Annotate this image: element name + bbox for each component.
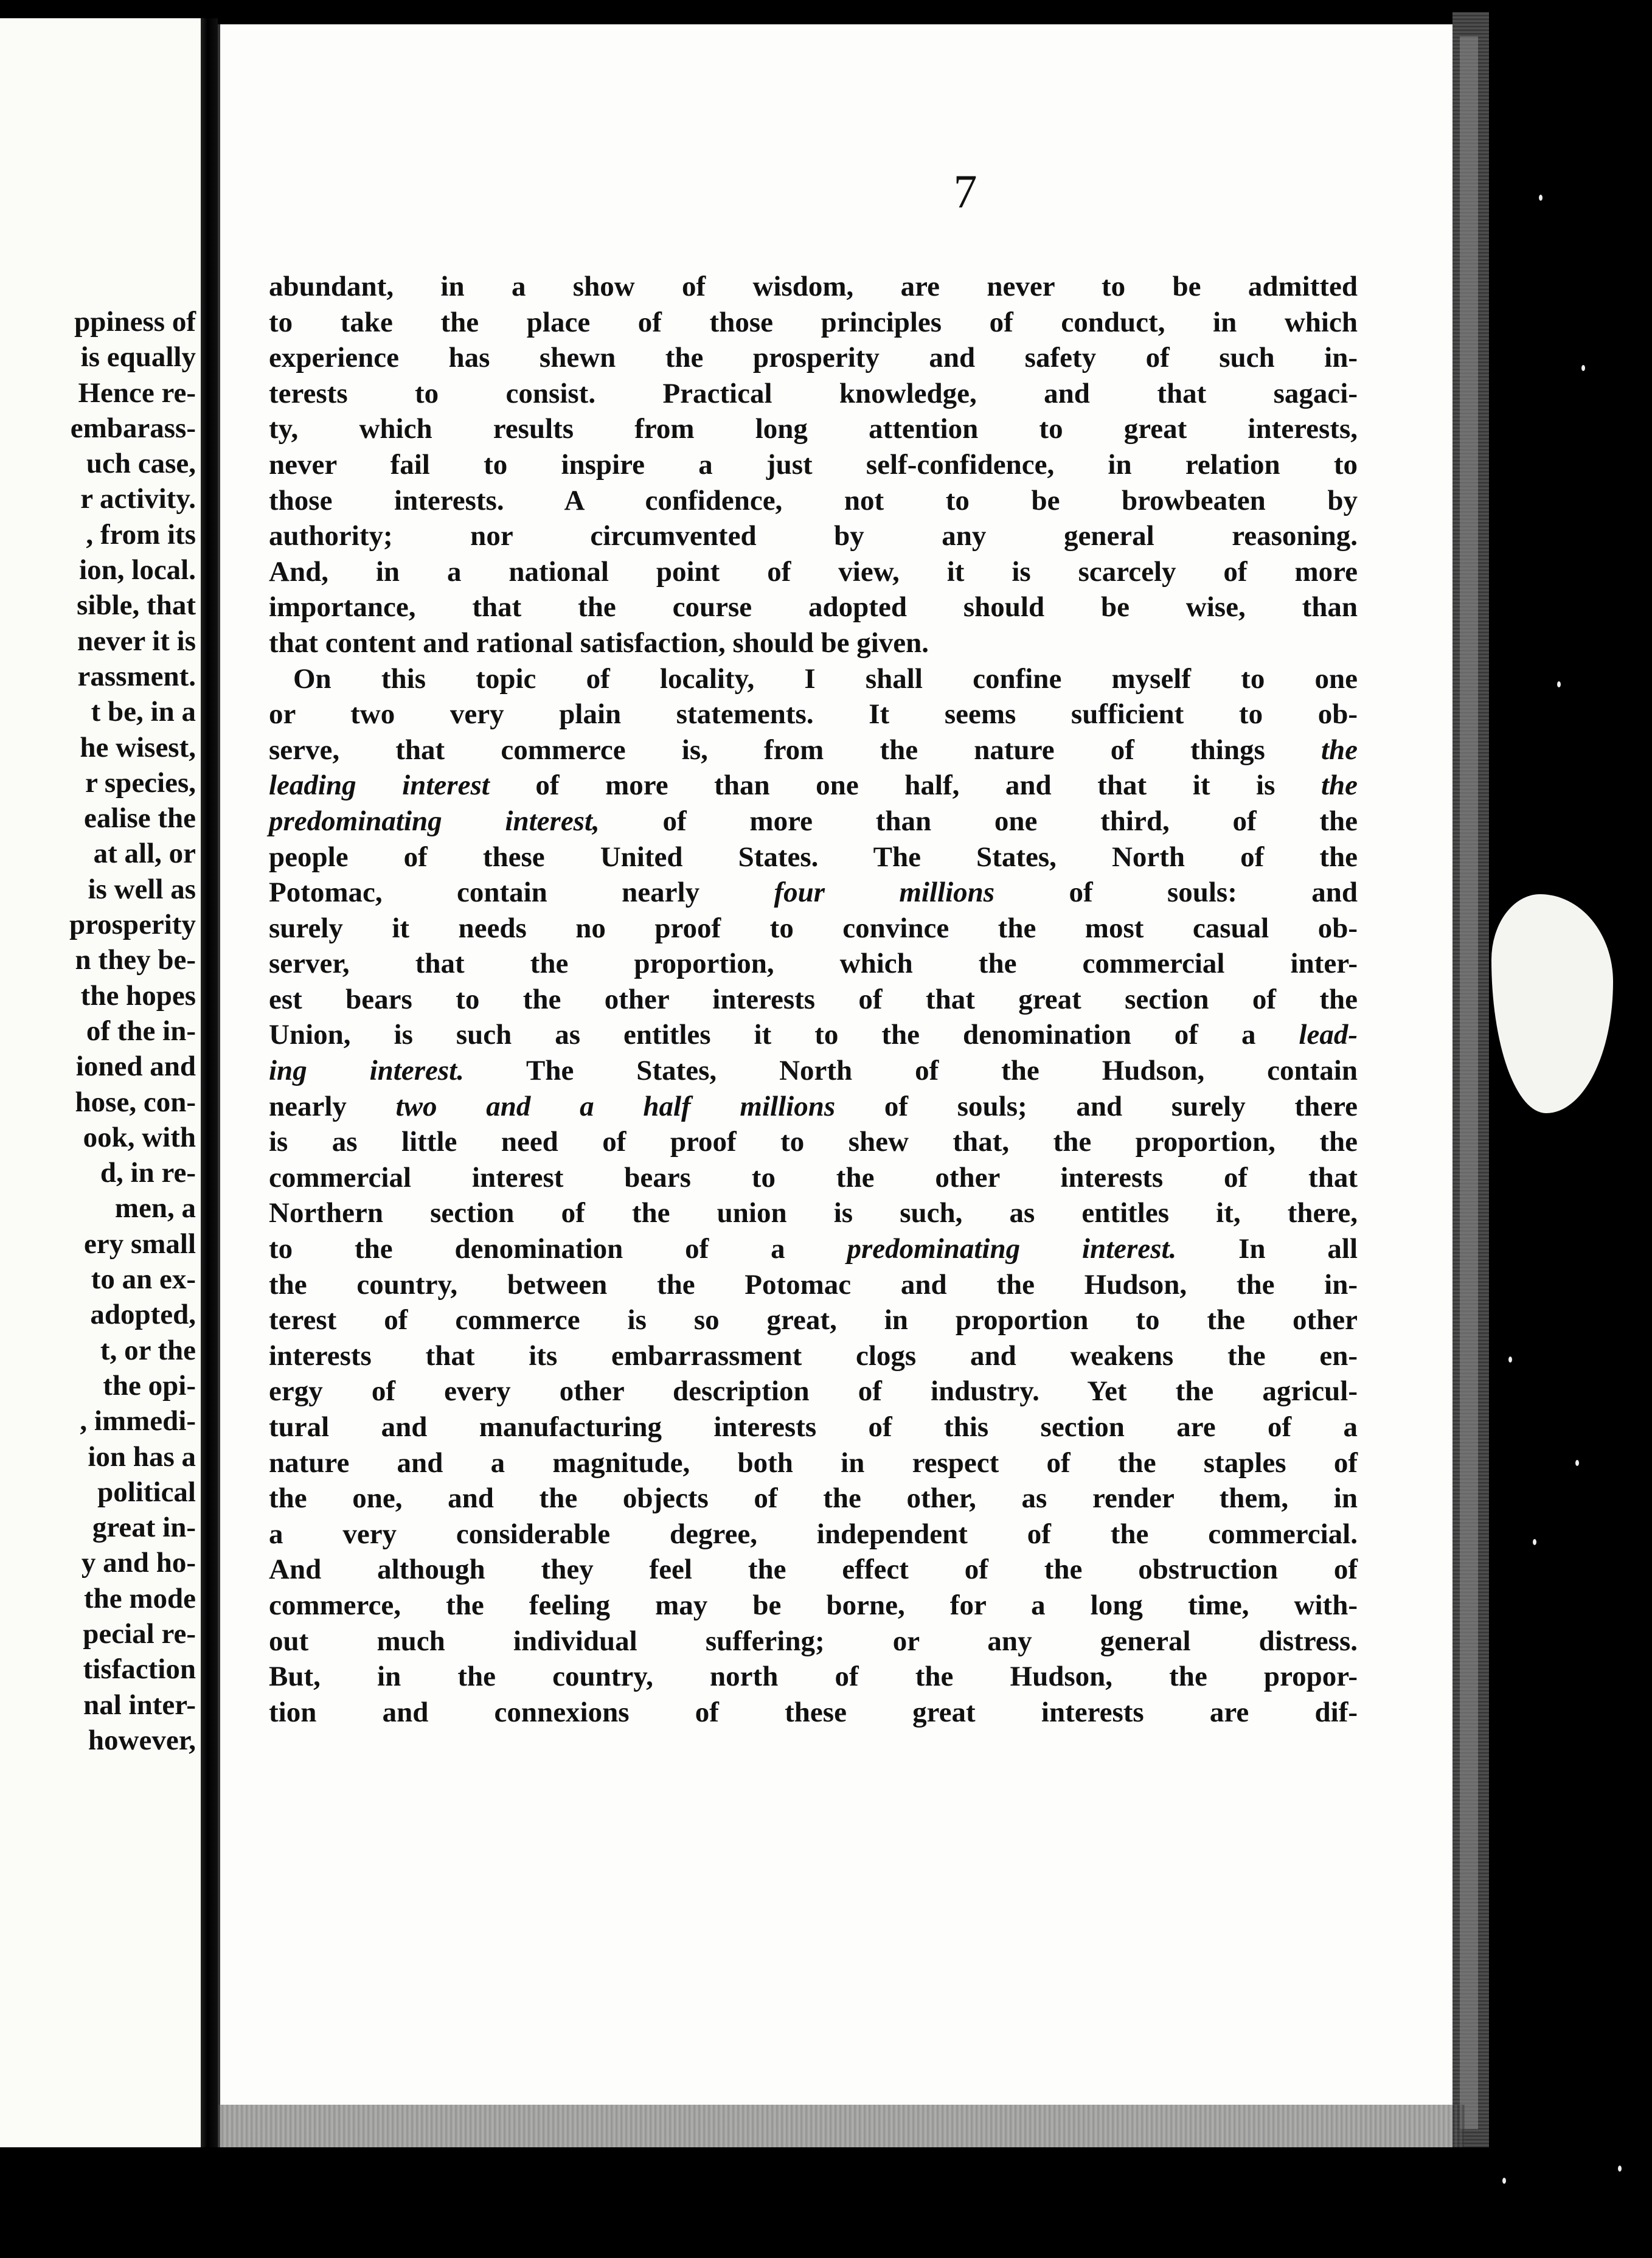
- book-cover-edge-highlight: [1460, 36, 1478, 2129]
- text-run: of souls; and surely there: [835, 1090, 1358, 1122]
- left-page-line: the opi-: [103, 1369, 196, 1402]
- left-page-line: is equally: [80, 341, 196, 373]
- left-page-line: t be, in a: [91, 696, 196, 728]
- left-page-line: uch case,: [86, 448, 196, 480]
- text-line: terest of commerce is so great, in proportion to the other: [269, 1304, 1358, 1336]
- text-line: est bears to the other interests of that great section of the: [269, 983, 1358, 1015]
- left-page-line: y and ho-: [81, 1547, 196, 1579]
- text-line: experience has shewn the prosperity and safety of such in-: [269, 342, 1358, 374]
- text-line: the one, and the objects of the other, as render them, in: [269, 1482, 1358, 1515]
- dust-speck: [1539, 195, 1543, 201]
- dust-speck: [1502, 2178, 1506, 2184]
- text-line: And although they feel the effect of the obstruction of: [269, 1554, 1358, 1586]
- left-page-line: ion has a: [88, 1440, 196, 1473]
- dust-speck: [1575, 1460, 1579, 1466]
- text-line: that content and rational satisfaction, should be given.: [269, 627, 929, 659]
- left-page-line: tisfaction: [83, 1653, 196, 1686]
- left-page-line: men, a: [114, 1192, 196, 1225]
- left-page-line: of the in-: [86, 1015, 196, 1047]
- left-page-line: nal inter-: [83, 1689, 196, 1721]
- text-line: server, that the proportion, which the commercial inter-: [269, 948, 1358, 980]
- left-page-line: the hopes: [80, 979, 196, 1012]
- text-run-italic: two and a half millions: [395, 1090, 836, 1122]
- text-line: [269, 768, 1358, 804]
- text-line: commercial interest bears to the other interests of that: [269, 1161, 1358, 1193]
- left-page-line: pecial re-: [83, 1617, 196, 1650]
- text-line: [269, 804, 1358, 839]
- text-line: authority; nor circumvented by any general reasoning.: [269, 520, 1358, 552]
- text-run: The States, North of the Hudson, contain: [463, 1055, 1358, 1087]
- text-line: importance, that the course adopted should be wise, than: [269, 591, 1358, 624]
- text-run-italic: four millions: [774, 877, 995, 909]
- text-line: [269, 1053, 1358, 1089]
- text-run: Potomac, contain nearly: [269, 877, 774, 909]
- text-line: [269, 875, 1358, 911]
- left-page-line: adopted,: [90, 1299, 196, 1331]
- left-page-line: ioned and: [75, 1051, 196, 1083]
- left-page-line: d, in re-: [100, 1157, 196, 1189]
- text-line: abundant, in a show of wisdom, are never to be admitted: [269, 271, 1358, 302]
- left-page-line: n they be-: [75, 944, 196, 976]
- text-line: a very considerable degree, independent of the commercial.: [269, 1518, 1358, 1550]
- left-page-line: the mode: [83, 1582, 196, 1614]
- text-line: ty, which results from long attention to great interests,: [269, 413, 1358, 445]
- page-bottom-edge: [218, 2105, 1465, 2147]
- text-run-italic: the: [1321, 769, 1358, 802]
- left-page-line: never it is: [77, 625, 196, 657]
- left-page-line: sible, that: [77, 589, 196, 622]
- text-line: tural and manufacturing interests of this section are of a: [269, 1411, 1358, 1443]
- left-page-line: prosperity: [69, 909, 196, 941]
- text-run: of more than one half, and that it is: [489, 769, 1321, 802]
- text-line: On this topic of locality, I shall confine myself to one: [293, 662, 1358, 695]
- text-line: to take the place of those principles of conduct, in which: [269, 306, 1358, 338]
- left-page-line: t, or the: [100, 1334, 196, 1366]
- dust-speck: [1533, 1539, 1536, 1545]
- text-run-italic: lead-: [1299, 1019, 1358, 1051]
- left-page-text-fragments: [0, 304, 196, 1758]
- body-text: [269, 269, 1358, 1730]
- dust-speck: [1581, 365, 1585, 371]
- text-run: of more than one third, of the: [599, 805, 1358, 837]
- left-page-line: Hence re-: [78, 377, 196, 409]
- text-line: surely it needs no proof to convince the most casual ob-: [269, 912, 1358, 944]
- text-line: never fail to inspire a just self-confidence, in relation to: [269, 448, 1358, 481]
- left-page-line: ealise the: [83, 802, 196, 835]
- text-run: In all: [1176, 1233, 1358, 1265]
- left-page-line: is well as: [88, 873, 196, 905]
- text-line: people of these United States. The States, North of the: [269, 841, 1358, 873]
- left-page-line: however,: [88, 1724, 196, 1756]
- text-run-italic: leading interest: [269, 769, 490, 802]
- left-page-line: , immedi-: [80, 1405, 196, 1437]
- paper-tear: [1491, 894, 1613, 1113]
- text-line: those interests. A confidence, not to be browbeaten by: [269, 484, 1358, 516]
- text-line: But, in the country, north of the Hudson, the propor-: [269, 1661, 1358, 1693]
- text-run-italic: predominating interest.: [847, 1233, 1177, 1265]
- left-facing-page: [0, 18, 201, 2147]
- left-page-line: ook, with: [83, 1121, 196, 1153]
- text-run-italic: the: [1321, 734, 1358, 766]
- left-page-line: ery small: [83, 1228, 196, 1260]
- text-run-italic: predominating interest,: [269, 805, 600, 837]
- book-gutter: [201, 18, 218, 2147]
- text-line: [269, 1017, 1358, 1053]
- text-line: interests that its embarrassment clogs and weakens the en-: [269, 1339, 1358, 1372]
- text-run: Union, is such as entitles it to the denomination of a: [269, 1019, 1299, 1051]
- left-page-line: , from its: [86, 518, 196, 551]
- text-run: nearly: [269, 1090, 396, 1122]
- text-run: to the denomination of a: [269, 1233, 847, 1265]
- text-run-italic: ing interest.: [269, 1055, 464, 1087]
- text-line: ergy of every other description of industry. Yet the agricul-: [269, 1375, 1358, 1408]
- left-page-line: ppiness of: [74, 306, 196, 338]
- left-page-line: rassment.: [77, 660, 196, 692]
- text-line: [269, 1231, 1358, 1267]
- text-line: And, in a national point of view, it is scarcely of more: [269, 555, 1358, 588]
- left-page-line: great in-: [92, 1512, 196, 1544]
- left-page-line: political: [97, 1476, 196, 1508]
- text-line: commerce, the feeling may be borne, for a long time, with-: [269, 1589, 1358, 1621]
- left-page-line: to an ex-: [91, 1263, 196, 1296]
- dust-speck: [1557, 681, 1561, 687]
- page-number: 7: [953, 165, 977, 218]
- text-line: is as little need of proof to shew that, the proportion, the: [269, 1126, 1358, 1158]
- left-page-line: at all, or: [93, 838, 196, 870]
- text-line: the country, between the Potomac and the Hudson, the in-: [269, 1268, 1358, 1301]
- dust-speck: [1618, 2166, 1622, 2172]
- left-page-line: he wisest,: [80, 731, 196, 763]
- right-page: [218, 24, 1455, 2147]
- left-page-line: r activity.: [80, 483, 196, 515]
- text-line: terests to consist. Practical knowledge, and that sagaci-: [269, 377, 1358, 409]
- text-run: of souls: and: [994, 877, 1358, 909]
- text-line: or two very plain statements. It seems sufficient to ob-: [269, 698, 1358, 731]
- text-line: out much individual suffering; or any general distress.: [269, 1625, 1358, 1657]
- text-line: tion and connexions of these great interests are dif-: [269, 1696, 1358, 1728]
- dust-speck: [1508, 1357, 1512, 1363]
- text-run: serve, that commerce is, from the nature of things: [269, 734, 1321, 766]
- text-line: Northern section of the union is such, as entitles it, there,: [269, 1197, 1358, 1229]
- text-line: [269, 1089, 1358, 1125]
- left-page-line: ion, local.: [79, 554, 196, 586]
- left-page-line: embarass-: [70, 412, 196, 444]
- text-line: nature and a magnitude, both in respect of the staples of: [269, 1447, 1358, 1479]
- left-page-line: r species,: [85, 766, 196, 799]
- text-line: [269, 732, 1358, 768]
- left-page-line: hose, con-: [75, 1086, 196, 1118]
